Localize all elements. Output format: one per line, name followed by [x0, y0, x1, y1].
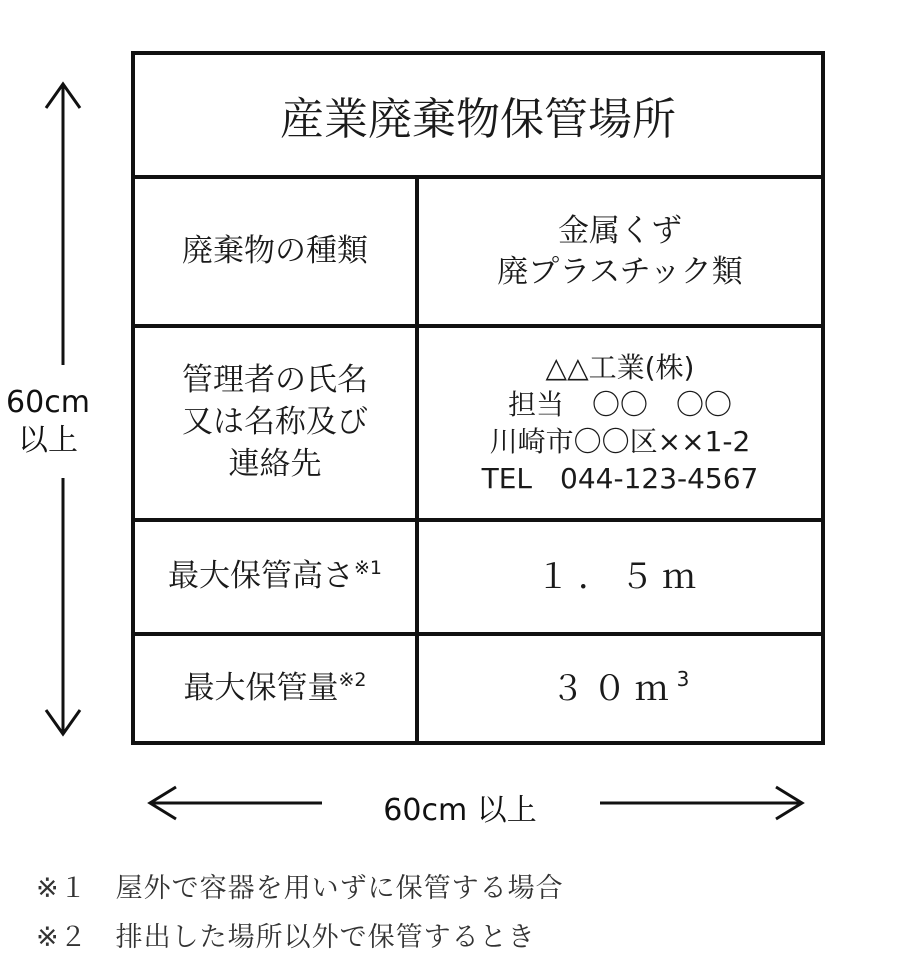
waste-type-line-2: 廃プラスチック類: [497, 253, 743, 290]
max-height-value: １．５ｍ: [536, 556, 704, 597]
manager-label-line-3: 連絡先: [228, 445, 322, 482]
max-volume-note-mark: ※2: [338, 668, 367, 691]
max-volume-value: [419, 636, 821, 741]
manager-label-line-1: 管理者の氏名: [182, 362, 368, 399]
waste-type-value: [419, 179, 821, 324]
address: 川崎市〇〇区××1-2: [489, 425, 751, 458]
max-volume-label-text: [183, 668, 366, 710]
height-label-line-1: 60cm: [6, 385, 90, 420]
height-label: [0, 384, 96, 460]
contact-person: 担当 〇〇 〇〇: [507, 387, 732, 421]
phone: TEL 044-123-4567: [481, 462, 759, 496]
footnote-2: ※２ 排出した場所以外で保管するとき: [36, 922, 536, 953]
max-height-label-main: 最大保管高さ: [167, 558, 354, 595]
row-waste-type: [135, 179, 821, 328]
max-volume-value-text: [551, 666, 690, 711]
max-height-note-mark: ※1: [353, 557, 382, 580]
company-name: △△工業(株): [545, 350, 695, 384]
row-max-height: [135, 522, 821, 636]
max-height-label: [135, 522, 419, 632]
sign-title: 産業廃棄物保管場所: [135, 55, 821, 179]
waste-type-line-1: 金属くず: [558, 213, 682, 250]
storage-sign: [131, 51, 825, 745]
row-manager: [135, 328, 821, 522]
waste-type-label-line: 廃棄物の種類: [182, 232, 368, 269]
width-label: 60cm 以上: [383, 793, 537, 828]
max-volume-exponent: 3: [676, 666, 690, 691]
manager-label: [135, 328, 419, 518]
max-volume-label-main: 最大保管量: [183, 669, 339, 706]
max-volume-label: [135, 636, 419, 741]
footnote-1: ※１ 屋外で容器を用いずに保管する場合: [36, 873, 564, 904]
row-max-volume: [135, 636, 821, 741]
waste-type-label: [135, 179, 419, 324]
height-label-line-2: 以上: [18, 423, 78, 458]
manager-value: [419, 328, 821, 518]
max-height-label-text: [168, 556, 382, 598]
max-volume-number: ３０ｍ: [550, 668, 677, 709]
manager-label-line-2: 又は名称及び: [182, 404, 368, 441]
